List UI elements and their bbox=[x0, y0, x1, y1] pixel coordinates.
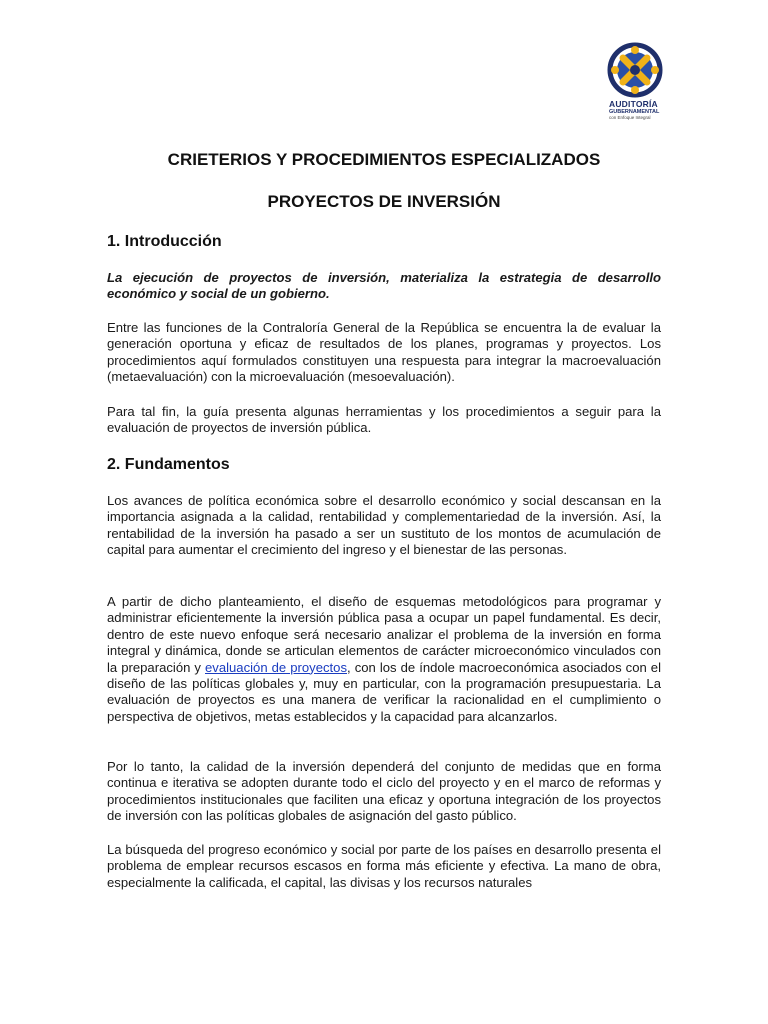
intro-paragraph: Entre las funciones de la Contraloría General de la República se encuentra la de evaluar la generación oportuna y eficaz de resultados de los planes, programas y proyectos. Los procedimientos aquí formulados constituyen una respuesta para integrar la macroevaluación (metaevaluación) con la microevaluación (mesoevaluación). bbox=[107, 320, 661, 385]
intro-lead-paragraph: La ejecución de proyectos de inversión, materializa la estrategia de desarrollo económico y social de un gobierno. bbox=[107, 270, 661, 302]
logo-subtitle: GUBERNAMENTAL bbox=[609, 109, 660, 115]
intro-paragraph: Para tal fin, la guía presenta algunas herramientas y los procedimientos a seguir para la evaluación de proyectos de inversión pública. bbox=[107, 404, 661, 436]
fundamentos-paragraph: La búsqueda del progreso económico y social por parte de los países en desarrollo presenta el problema de emplear recursos escasos en forma más eficiente y efectiva. La mano de obra, especialmente la calificada, el capital, las divisas y los recursos naturales bbox=[107, 842, 661, 890]
document-title: CRIETERIOS Y PROCEDIMIENTOS ESPECIALIZADOS bbox=[167, 150, 601, 169]
section-heading-introduccion: 1. Introducción bbox=[107, 233, 222, 250]
section-heading-fundamentos: 2. Fundamentos bbox=[107, 456, 230, 473]
paragraph-text: , con los de índole macroeconómica asociados con el diseño de las políticas globales y, muy en particular, con la programación presupuestaria. La evaluación de proyectos es una manera de verificar la racionalidad en el cumplimiento o perspectiva de objetivos, metas establecidos y la capacidad para alcanzarlos. bbox=[107, 659, 661, 724]
auditoria-logo bbox=[605, 42, 665, 126]
fundamentos-paragraph: Los avances de política económica sobre el desarrollo económico y social descansan en la importancia asignada a la calidad, rentabilidad y complementariedad de la inversión. Así, la rentabilidad de la inversión ha pasado a ser un sustituto de los montos de acumulación de capital para aumentar el crecimiento del ingreso y el bienestar de las personas. bbox=[107, 493, 661, 558]
emblem-icon bbox=[605, 42, 665, 98]
paragraph-text: A partir de dicho planteamiento, el diseño de esquemas metodológicos para programar y administrar eficientemente la inversión pública pasa a ocupar un papel fundamental. Es decir, dentro de este nuevo enfoque será necesario analizar el problema de la inversión en forma integral y dinámica, donde se articulan elementos de carácter microeconómico vinculados con la preparación y bbox=[107, 594, 661, 675]
logo-title: AUDITORÍA bbox=[609, 99, 658, 109]
logo-tagline: con Enfoque Integral bbox=[609, 115, 651, 120]
evaluacion-de-proyectos-link[interactable]: evaluación de proyectos bbox=[205, 659, 348, 675]
fundamentos-paragraph bbox=[107, 594, 661, 725]
document-subtitle: PROYECTOS DE INVERSIÓN bbox=[267, 192, 501, 211]
fundamentos-paragraph: Por lo tanto, la calidad de la inversión dependerá del conjunto de medidas que en forma continua e iterativa se adopten durante todo el ciclo del proyecto y en el marco de reformas y procedimientos institucionales que faciliten una eficaz y oportuna integración de los proyectos de inversión con las políticas globales de asignación del gasto público. bbox=[107, 759, 661, 824]
